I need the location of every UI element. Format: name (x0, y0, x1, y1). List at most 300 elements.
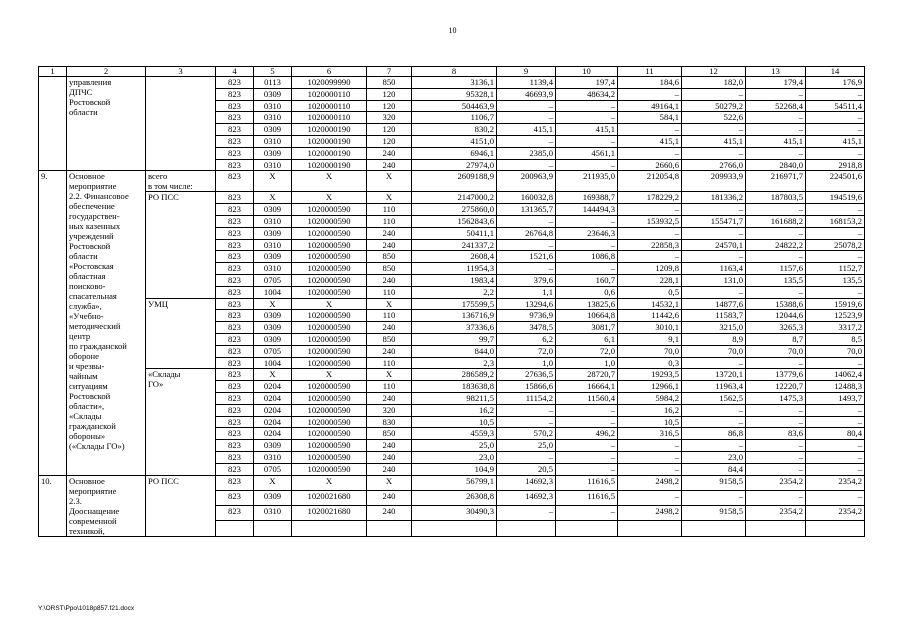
cell-col-5: 0310 (254, 263, 292, 275)
cell-col-6: 1020021680 (292, 490, 367, 505)
cell-col-11 (618, 521, 682, 536)
cell-col-4: 823 (216, 286, 254, 298)
cell-col-6: 1020000590 (292, 239, 367, 251)
cell-col-13: 1157,6 (746, 263, 806, 275)
cell-col-13: 2354,2 (746, 506, 806, 521)
cell-col-7: 240 (367, 506, 412, 521)
cell-col-8: 10,5 (412, 416, 497, 428)
item-number (39, 77, 67, 171)
cell-col-11: – (618, 440, 682, 452)
cell-col-12: – (682, 286, 746, 298)
cell-col-12: 155471,7 (682, 215, 746, 227)
cell-col-8: 98211,5 (412, 392, 497, 404)
cell-col-10: – (556, 112, 618, 124)
cell-col-10: – (556, 159, 618, 171)
cell-col-7: 120 (367, 124, 412, 136)
cell-col-11: 0,3 (618, 357, 682, 369)
cell-col-6: 1020000190 (292, 124, 367, 136)
cell-col-6: 1020000590 (292, 416, 367, 428)
cell-col-5: 0309 (254, 88, 292, 100)
cell-col-13: – (746, 204, 806, 216)
cell-col-12: 11963,4 (682, 381, 746, 393)
cell-col-7: 240 (367, 451, 412, 463)
executor (146, 475, 216, 536)
cell-col-5: 0204 (254, 404, 292, 416)
cell-col-12: 70,0 (682, 345, 746, 357)
cell-col-9: 1521,6 (497, 251, 556, 263)
cell-col-11: – (618, 490, 682, 505)
cell-col-8: 95328,1 (412, 88, 497, 100)
cell-col-4: 823 (216, 274, 254, 286)
cell-col-11: – (618, 88, 682, 100)
cell-col-7: 830 (367, 416, 412, 428)
item-number: 10. (39, 475, 67, 536)
cell-col-7: 110 (367, 310, 412, 322)
cell-col-4: 823 (216, 227, 254, 239)
cell-col-5: 0204 (254, 392, 292, 404)
cell-col-7: 850 (367, 428, 412, 440)
cell-col-12: – (682, 404, 746, 416)
cell-col-9: 15866,6 (497, 381, 556, 393)
cell-col-5: 0310 (254, 100, 292, 112)
cell-col-4: 823 (216, 440, 254, 452)
cell-col-7: 850 (367, 263, 412, 275)
cell-col-14: 14062,4 (806, 369, 865, 381)
cell-col-6: 1020000590 (292, 274, 367, 286)
table-row (39, 298, 865, 310)
cell-col-9: – (497, 506, 556, 521)
cell-col-9: – (497, 159, 556, 171)
cell-col-12: – (682, 204, 746, 216)
cell-col-8: 37336,6 (412, 322, 497, 334)
cell-col-10: – (556, 263, 618, 275)
cell-col-6: 1020000590 (292, 463, 367, 475)
cell-col-10: 496,2 (556, 428, 618, 440)
cell-col-9: 160032,8 (497, 192, 556, 204)
cell-col-6: Х (292, 298, 367, 310)
cell-col-11: 2498,2 (618, 475, 682, 490)
column-number-7: 7 (367, 67, 412, 77)
cell-col-11: 11442,6 (618, 310, 682, 322)
cell-col-10: 211935,0 (556, 171, 618, 192)
cell-col-4: 823 (216, 506, 254, 521)
cell-col-8: 50411,1 (412, 227, 497, 239)
cell-col-10: – (556, 463, 618, 475)
cell-col-12: 1562,5 (682, 392, 746, 404)
cell-col-11: – (618, 463, 682, 475)
cell-col-6: Х (292, 369, 367, 381)
executor-text: УМЦ (148, 298, 168, 309)
cell-col-4: 823 (216, 404, 254, 416)
cell-col-8 (412, 521, 497, 536)
cell-col-13: 8,7 (746, 333, 806, 345)
cell-col-6: 1020000590 (292, 251, 367, 263)
cell-col-7: 110 (367, 215, 412, 227)
cell-col-11: 212054,8 (618, 171, 682, 192)
cell-col-14: 12488,3 (806, 381, 865, 393)
cell-col-7: 240 (367, 392, 412, 404)
cell-col-12: 13720,1 (682, 369, 746, 381)
cell-col-12: 9158,5 (682, 506, 746, 521)
cell-col-7: 240 (367, 227, 412, 239)
cell-col-7: Х (367, 192, 412, 204)
cell-col-6: 1020000590 (292, 392, 367, 404)
cell-col-12: 131,0 (682, 274, 746, 286)
cell-col-10: – (556, 451, 618, 463)
cell-col-5: 1004 (254, 286, 292, 298)
cell-col-12: – (682, 251, 746, 263)
cell-col-4: 823 (216, 333, 254, 345)
cell-col-9: 11154,2 (497, 392, 556, 404)
cell-col-13: 24822,2 (746, 239, 806, 251)
cell-col-6: 1020000590 (292, 204, 367, 216)
cell-col-11: 16,2 (618, 404, 682, 416)
cell-col-12: 11583,7 (682, 310, 746, 322)
cell-col-8: 99,7 (412, 333, 497, 345)
cell-col-13: 187803,5 (746, 192, 806, 204)
table-row (39, 171, 865, 192)
cell-col-14: – (806, 463, 865, 475)
cell-col-5: 0309 (254, 322, 292, 334)
cell-col-9: 1,0 (497, 357, 556, 369)
cell-col-13: – (746, 112, 806, 124)
cell-col-4: 823 (216, 112, 254, 124)
cell-col-14: 15919,6 (806, 298, 865, 310)
cell-col-11: 0,5 (618, 286, 682, 298)
cell-col-8: 11954,3 (412, 263, 497, 275)
cell-col-14: 415,1 (806, 135, 865, 147)
cell-col-6: 1020000590 (292, 428, 367, 440)
cell-col-4: 823 (216, 369, 254, 381)
cell-col-10: 10664,8 (556, 310, 618, 322)
cell-col-8: 3136,1 (412, 77, 497, 89)
cell-col-10: – (556, 100, 618, 112)
cell-col-10: 169388,7 (556, 192, 618, 204)
cell-col-12: – (682, 416, 746, 428)
cell-col-8: 2609188,9 (412, 171, 497, 192)
measure-name (67, 77, 146, 171)
cell-col-9: 379,6 (497, 274, 556, 286)
cell-col-8: 286589,2 (412, 369, 497, 381)
cell-col-4: 823 (216, 345, 254, 357)
cell-col-13: 3265,3 (746, 322, 806, 334)
cell-col-6: 1020000590 (292, 345, 367, 357)
cell-col-10: 6,1 (556, 333, 618, 345)
cell-col-10: 28720,7 (556, 369, 618, 381)
cell-col-8: 2608,4 (412, 251, 497, 263)
cell-col-4: 823 (216, 192, 254, 204)
cell-col-11: 316,5 (618, 428, 682, 440)
cell-col-10: 1,0 (556, 357, 618, 369)
cell-col-11: 153932,5 (618, 215, 682, 227)
cell-col-11: 5984,2 (618, 392, 682, 404)
cell-col-5: 0309 (254, 333, 292, 345)
cell-col-7: 240 (367, 345, 412, 357)
cell-col-12: 86,8 (682, 428, 746, 440)
cell-col-13: 161688,2 (746, 215, 806, 227)
cell-col-7: 240 (367, 274, 412, 286)
cell-col-12: – (682, 88, 746, 100)
cell-col-8: 1106,7 (412, 112, 497, 124)
cell-col-7 (367, 521, 412, 536)
cell-col-4: 823 (216, 357, 254, 369)
cell-col-13: – (746, 404, 806, 416)
cell-col-12: 8,9 (682, 333, 746, 345)
cell-col-9: 1139,4 (497, 77, 556, 89)
cell-col-7: 120 (367, 135, 412, 147)
cell-col-14: 1152,7 (806, 263, 865, 275)
cell-col-11: 10,5 (618, 416, 682, 428)
column-number-12: 12 (682, 67, 746, 77)
table-row (39, 77, 865, 89)
cell-col-8: 104,9 (412, 463, 497, 475)
cell-col-13: 12044,6 (746, 310, 806, 322)
cell-col-6: Х (292, 171, 367, 192)
cell-col-12: 181336,2 (682, 192, 746, 204)
cell-col-11: 3010,1 (618, 322, 682, 334)
cell-col-6: 1020000110 (292, 88, 367, 100)
cell-col-10: – (556, 404, 618, 416)
cell-col-12: 182,0 (682, 77, 746, 89)
cell-col-13: – (746, 88, 806, 100)
column-number-row (39, 67, 865, 77)
executor-text: всего в том числе: (148, 171, 193, 192)
cell-col-14: – (806, 451, 865, 463)
cell-col-11: – (618, 204, 682, 216)
cell-col-10: 11616,5 (556, 475, 618, 490)
measure-name-text: управления ДПЧС Ростовской области (69, 77, 112, 117)
cell-col-9: – (497, 404, 556, 416)
executor (146, 77, 216, 171)
cell-col-10: 16664,1 (556, 381, 618, 393)
cell-col-14: 54511,4 (806, 100, 865, 112)
cell-col-11: 70,0 (618, 345, 682, 357)
cell-col-14: 168153,2 (806, 215, 865, 227)
cell-col-14: 2354,2 (806, 475, 865, 490)
cell-col-4: 823 (216, 135, 254, 147)
cell-col-10: 144494,3 (556, 204, 618, 216)
cell-col-6 (292, 521, 367, 536)
cell-col-11: – (618, 227, 682, 239)
cell-col-9: 415,1 (497, 124, 556, 136)
cell-col-12 (682, 521, 746, 536)
cell-col-7: 320 (367, 112, 412, 124)
cell-col-14 (806, 521, 865, 536)
cell-col-10: 415,1 (556, 124, 618, 136)
cell-col-5: 0310 (254, 506, 292, 521)
cell-col-11: 49164,1 (618, 100, 682, 112)
cell-col-6: 1020000110 (292, 100, 367, 112)
cell-col-6: Х (292, 192, 367, 204)
cell-col-13: – (746, 227, 806, 239)
cell-col-6: 1020000190 (292, 147, 367, 159)
cell-col-9: 6,2 (497, 333, 556, 345)
cell-col-9: 26764,8 (497, 227, 556, 239)
cell-col-5: Х (254, 171, 292, 192)
cell-col-4: 823 (216, 475, 254, 490)
cell-col-13: 135,5 (746, 274, 806, 286)
cell-col-11: 228,1 (618, 274, 682, 286)
cell-col-6: 1020021680 (292, 506, 367, 521)
cell-col-4: 823 (216, 215, 254, 227)
cell-col-4: 823 (216, 416, 254, 428)
cell-col-11: 178229,2 (618, 192, 682, 204)
cell-col-12: – (682, 440, 746, 452)
cell-col-13: – (746, 440, 806, 452)
cell-col-6: Х (292, 475, 367, 490)
cell-col-10 (556, 521, 618, 536)
cell-col-5: Х (254, 298, 292, 310)
cell-col-7: 240 (367, 490, 412, 505)
page-number: 10 (448, 26, 457, 35)
column-number-13: 13 (746, 67, 806, 77)
cell-col-11: – (618, 251, 682, 263)
cell-col-7: 850 (367, 333, 412, 345)
column-number-9: 9 (497, 67, 556, 77)
cell-col-5: 0310 (254, 239, 292, 251)
cell-col-9: 14692,3 (497, 475, 556, 490)
cell-col-6: 1020000590 (292, 286, 367, 298)
cell-col-4: 823 (216, 100, 254, 112)
column-number-3: 3 (146, 67, 216, 77)
cell-col-9: 3478,5 (497, 322, 556, 334)
cell-col-11: 9,1 (618, 333, 682, 345)
executor (146, 171, 216, 192)
cell-col-13: – (746, 357, 806, 369)
executor-text: РО ПСС (148, 192, 179, 203)
cell-col-5: 0204 (254, 416, 292, 428)
cell-col-13: 13779,6 (746, 369, 806, 381)
cell-col-10: 11560,4 (556, 392, 618, 404)
cell-col-9: – (497, 451, 556, 463)
executor (146, 369, 216, 475)
cell-col-9: 9736,9 (497, 310, 556, 322)
cell-col-13: 1475,3 (746, 392, 806, 404)
cell-col-6: 1020000110 (292, 112, 367, 124)
cell-col-8: 27974,0 (412, 159, 497, 171)
cell-col-11: 12966,1 (618, 381, 682, 393)
cell-col-9: 20,5 (497, 463, 556, 475)
file-path-footer: Y:\ORST\Ppo\1018p857.f21.docx (38, 605, 135, 612)
cell-col-4: 823 (216, 310, 254, 322)
cell-col-14: 2918,8 (806, 159, 865, 171)
cell-col-7: 110 (367, 357, 412, 369)
table-row (39, 369, 865, 381)
cell-col-9: 200963,9 (497, 171, 556, 192)
cell-col-13 (746, 521, 806, 536)
cell-col-14: 194519,6 (806, 192, 865, 204)
cell-col-14: – (806, 112, 865, 124)
cell-col-5: 1004 (254, 357, 292, 369)
cell-col-14: 25078,2 (806, 239, 865, 251)
cell-col-9: 570,2 (497, 428, 556, 440)
cell-col-4: 823 (216, 77, 254, 89)
cell-col-5: 0204 (254, 428, 292, 440)
cell-col-5: Х (254, 475, 292, 490)
cell-col-10: 72,0 (556, 345, 618, 357)
cell-col-4: 823 (216, 251, 254, 263)
cell-col-13: 70,0 (746, 345, 806, 357)
cell-col-4: 823 (216, 263, 254, 275)
cell-col-13: – (746, 286, 806, 298)
cell-col-13: 2354,2 (746, 475, 806, 490)
cell-col-5: Х (254, 192, 292, 204)
cell-col-5: 0113 (254, 77, 292, 89)
cell-col-7: 240 (367, 463, 412, 475)
cell-col-7: 240 (367, 440, 412, 452)
cell-col-8: 2147000,2 (412, 192, 497, 204)
column-number-11: 11 (618, 67, 682, 77)
cell-col-12: 1163,4 (682, 263, 746, 275)
cell-col-14: 3317,2 (806, 322, 865, 334)
cell-col-9: – (497, 239, 556, 251)
budget-table (38, 66, 865, 537)
cell-col-9: 25,0 (497, 440, 556, 452)
cell-col-10: 48634,2 (556, 88, 618, 100)
cell-col-10: – (556, 506, 618, 521)
cell-col-14: – (806, 204, 865, 216)
cell-col-14: – (806, 88, 865, 100)
cell-col-5: 0310 (254, 159, 292, 171)
cell-col-9: – (497, 135, 556, 147)
cell-col-13: 12220,7 (746, 381, 806, 393)
cell-col-6: 1020000590 (292, 451, 367, 463)
cell-col-10: – (556, 440, 618, 452)
cell-col-8: 56799,1 (412, 475, 497, 490)
cell-col-6: 1020000590 (292, 404, 367, 416)
cell-col-8: 241337,2 (412, 239, 497, 251)
cell-col-4: 823 (216, 204, 254, 216)
cell-col-4: 823 (216, 381, 254, 393)
cell-col-8: 30490,3 (412, 506, 497, 521)
cell-col-8: 504463,9 (412, 100, 497, 112)
cell-col-4: 823 (216, 88, 254, 100)
cell-col-5: 0705 (254, 274, 292, 286)
cell-col-13: – (746, 451, 806, 463)
cell-col-6: 1020000590 (292, 440, 367, 452)
cell-col-9: – (497, 263, 556, 275)
cell-col-10: 11616,5 (556, 490, 618, 505)
cell-col-11: 22858,3 (618, 239, 682, 251)
cell-col-12: 14877,6 (682, 298, 746, 310)
executor-text: РО ПСС (148, 475, 179, 486)
cell-col-7: Х (367, 298, 412, 310)
cell-col-12: 415,1 (682, 135, 746, 147)
cell-col-9: 27636,5 (497, 369, 556, 381)
cell-col-5: 0705 (254, 345, 292, 357)
cell-col-12: – (682, 227, 746, 239)
cell-col-11: – (618, 147, 682, 159)
cell-col-11: – (618, 451, 682, 463)
column-number-10: 10 (556, 67, 618, 77)
cell-col-6: 1020000190 (292, 159, 367, 171)
cell-col-14: 8,5 (806, 333, 865, 345)
cell-col-7: 240 (367, 159, 412, 171)
cell-col-6: 1020000590 (292, 357, 367, 369)
cell-col-4: 823 (216, 392, 254, 404)
cell-col-13: – (746, 124, 806, 136)
cell-col-14: – (806, 490, 865, 505)
cell-col-8: 6946,1 (412, 147, 497, 159)
cell-col-4: 823 (216, 463, 254, 475)
cell-col-13: 216971,7 (746, 171, 806, 192)
cell-col-4: 823 (216, 490, 254, 505)
cell-col-13: 15388,6 (746, 298, 806, 310)
cell-col-14: – (806, 357, 865, 369)
cell-col-8: 26308,8 (412, 490, 497, 505)
cell-col-4: 823 (216, 147, 254, 159)
cell-col-9: 1,1 (497, 286, 556, 298)
